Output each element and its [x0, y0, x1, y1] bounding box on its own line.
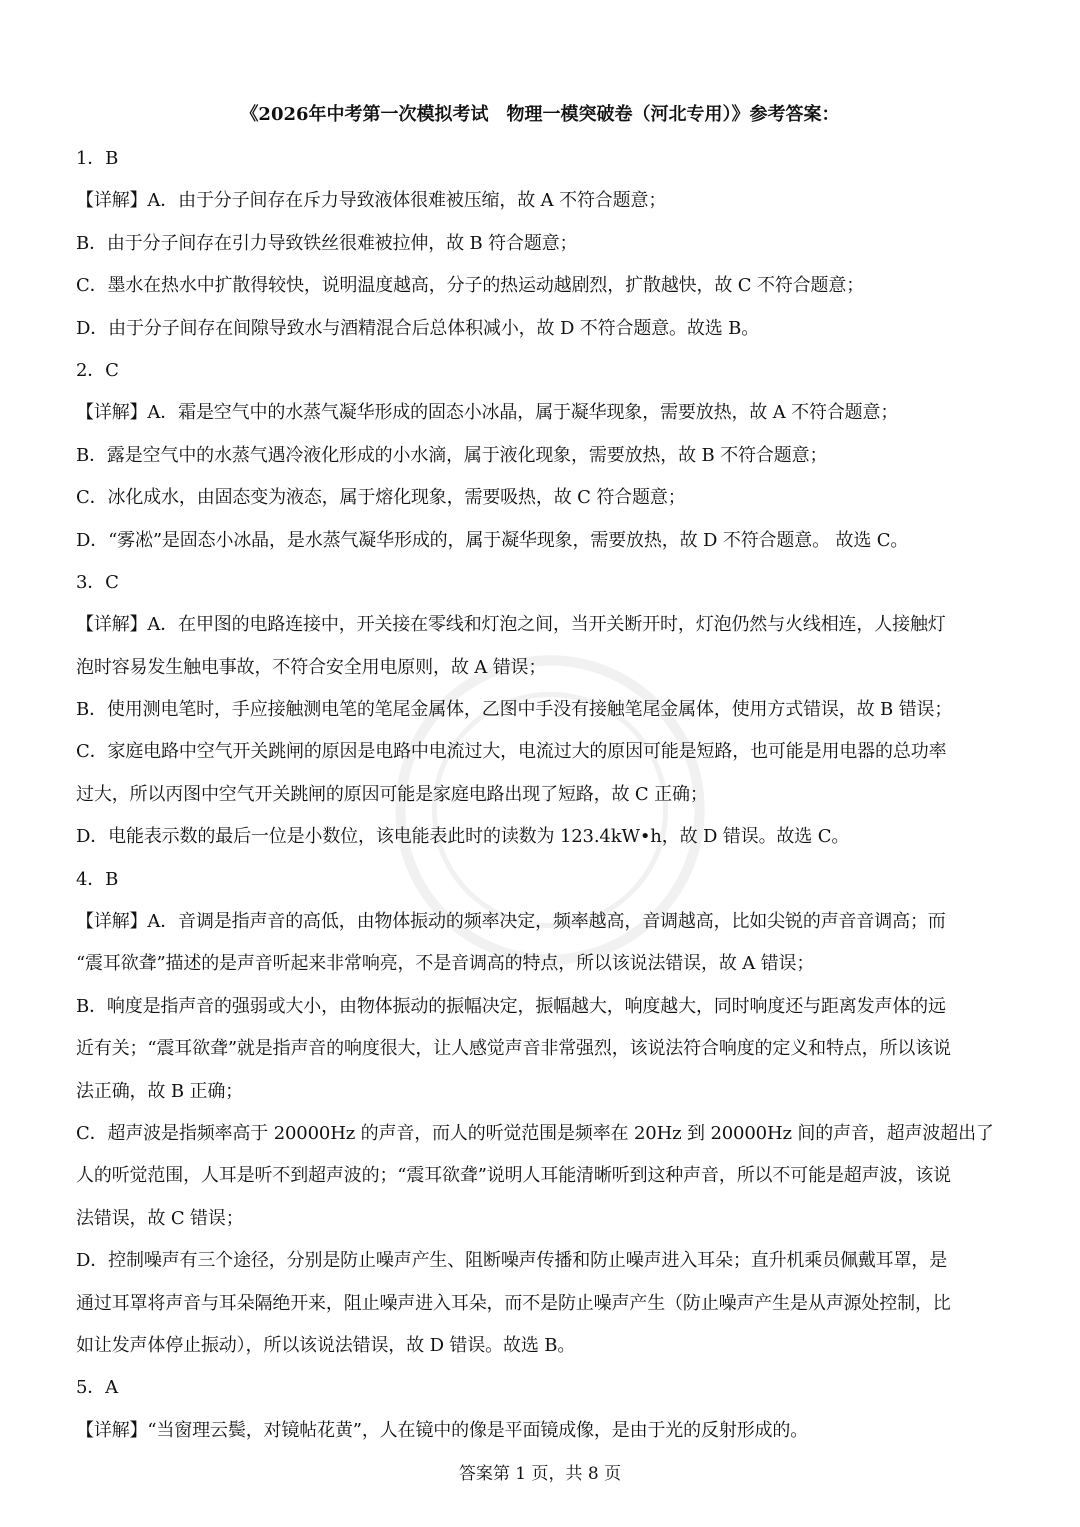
- explanation-line: C．墨水在热水中扩散得较快，说明温度越高，分子的热运动越剧烈，扩散越快，故 C 不符合题意；: [76, 275, 865, 297]
- document-title: 《2026年中考第一次模拟考试 物理一模突破卷（河北专用）》参考答案：: [240, 104, 840, 125]
- explanation-line: D．由于分子间存在间隙导致水与酒精混合后总体积减小，故 D 不符合题意。故选 B。: [76, 317, 760, 339]
- question-number: 4．B: [76, 868, 119, 890]
- explanation-line: 【详解】A．音调是指声音的高低，由物体振动的频率决定，频率越高，音调越高，比如尖锐的声音音调高；而: [76, 911, 946, 933]
- explanation-line: 通过耳罩将声音与耳朵隔绝开来，阻止噪声进入耳朵，而不是防止噪声产生（防止噪声产生是从声源处控制，比: [76, 1292, 951, 1314]
- explanation-line: 【详解】A．由于分子间存在斥力导致液体很难被压缩，故 A 不符合题意；: [76, 190, 667, 212]
- explanation-line: B．由于分子间存在引力导致铁丝很难被拉伸，故 B 符合题意；: [76, 232, 578, 254]
- explanation-line: D．电能表示数的最后一位是小数位，该电能表此时的读数为 123.4kW•h，故 D 错误。故选 C。: [76, 826, 850, 848]
- explanation-line: D．“雾凇”是固态小冰晶，是水蒸气凝华形成的，属于凝华现象，需要放热，故 D 不符合题意。 故选 C。: [76, 529, 909, 551]
- explanation-line: 法错误，故 C 错误；: [76, 1207, 244, 1229]
- explanation-line: 【详解】A．在甲图的电路连接中，开关接在零线和灯泡之间，当开关断开时，灯泡仍然与火线相连，人接触灯: [76, 614, 946, 636]
- explanation-line: D．控制噪声有三个途径，分别是防止噪声产生、阻断噪声传播和防止噪声进入耳朵；直升机乘员佩戴耳罩，是: [76, 1250, 948, 1272]
- answer-content: [76, 138, 1006, 1452]
- explanation-line: 近有关；“震耳欲聋”就是指声音的响度很大，让人感觉声音非常强烈，该说法符合响度的定义和特点，所以该说: [76, 1038, 951, 1060]
- explanation-line: 泡时容易发生触电事故，不符合安全用电原则，故 A 错误；: [76, 656, 547, 678]
- explanation-line: 【详解】A．霜是空气中的水蒸气凝华形成的固态小冰晶，属于凝华现象，需要放热，故 A 不符合题意；: [76, 402, 899, 424]
- explanation-line: C．冰化成水，由固态变为液态，属于熔化现象，需要吸热，故 C 符合题意；: [76, 487, 686, 509]
- explanation-line: 过大，所以丙图中空气开关跳闸的原因可能是家庭电路出现了短路，故 C 正确；: [76, 783, 708, 805]
- explanation-line: “震耳欲聋”描述的是声音听起来非常响亮，不是音调高的特点，所以该说法错误，故 A 错误；: [76, 953, 815, 975]
- explanation-line: B．响度是指声音的强弱或大小，由物体振动的振幅决定，振幅越大，响度越大，同时响度还与距离发声体的远: [76, 995, 946, 1017]
- explanation-line: C．超声波是指频率高于 20000Hz 的声音，而人的听觉范围是频率在 20Hz 到 20000Hz 间的声音，超声波超出了: [76, 1122, 994, 1144]
- page-footer: 答案第 1 页，共 8 页: [458, 1464, 622, 1484]
- explanation-line: 【详解】“当窗理云鬓，对镜帖花黄”，人在镜中的像是平面镜成像，是由于光的反射形成的。: [76, 1419, 809, 1441]
- question-number: 3．C: [76, 571, 119, 593]
- explanation-line: B．使用测电笔时，手应接触测电笔的笔尾金属体，乙图中手没有接触笔尾金属体，使用方式错误，故 B 错误；: [76, 699, 953, 721]
- question-number: 5．A: [76, 1377, 119, 1399]
- question-number: 1．B: [76, 148, 119, 169]
- explanation-line: 人的听觉范围，人耳是听不到超声波的；“震耳欲聋”说明人耳能清晰听到这种声音，所以不可能是超声波，该说: [76, 1165, 951, 1187]
- question-number: 2．C: [76, 359, 119, 381]
- explanation-line: 如让发声体停止振动），所以该说法错误，故 D 错误。故选 B。: [76, 1334, 576, 1356]
- explanation-line: 法正确，故 B 正确；: [76, 1080, 244, 1102]
- explanation-line: C．家庭电路中空气开关跳闸的原因是电路中电流过大，电流过大的原因可能是短路，也可能是用电器的总功率: [76, 741, 947, 763]
- explanation-line: B．露是空气中的水蒸气遇冷液化形成的小水滴，属于液化现象，需要放热，故 B 不符合题意；: [76, 444, 828, 466]
